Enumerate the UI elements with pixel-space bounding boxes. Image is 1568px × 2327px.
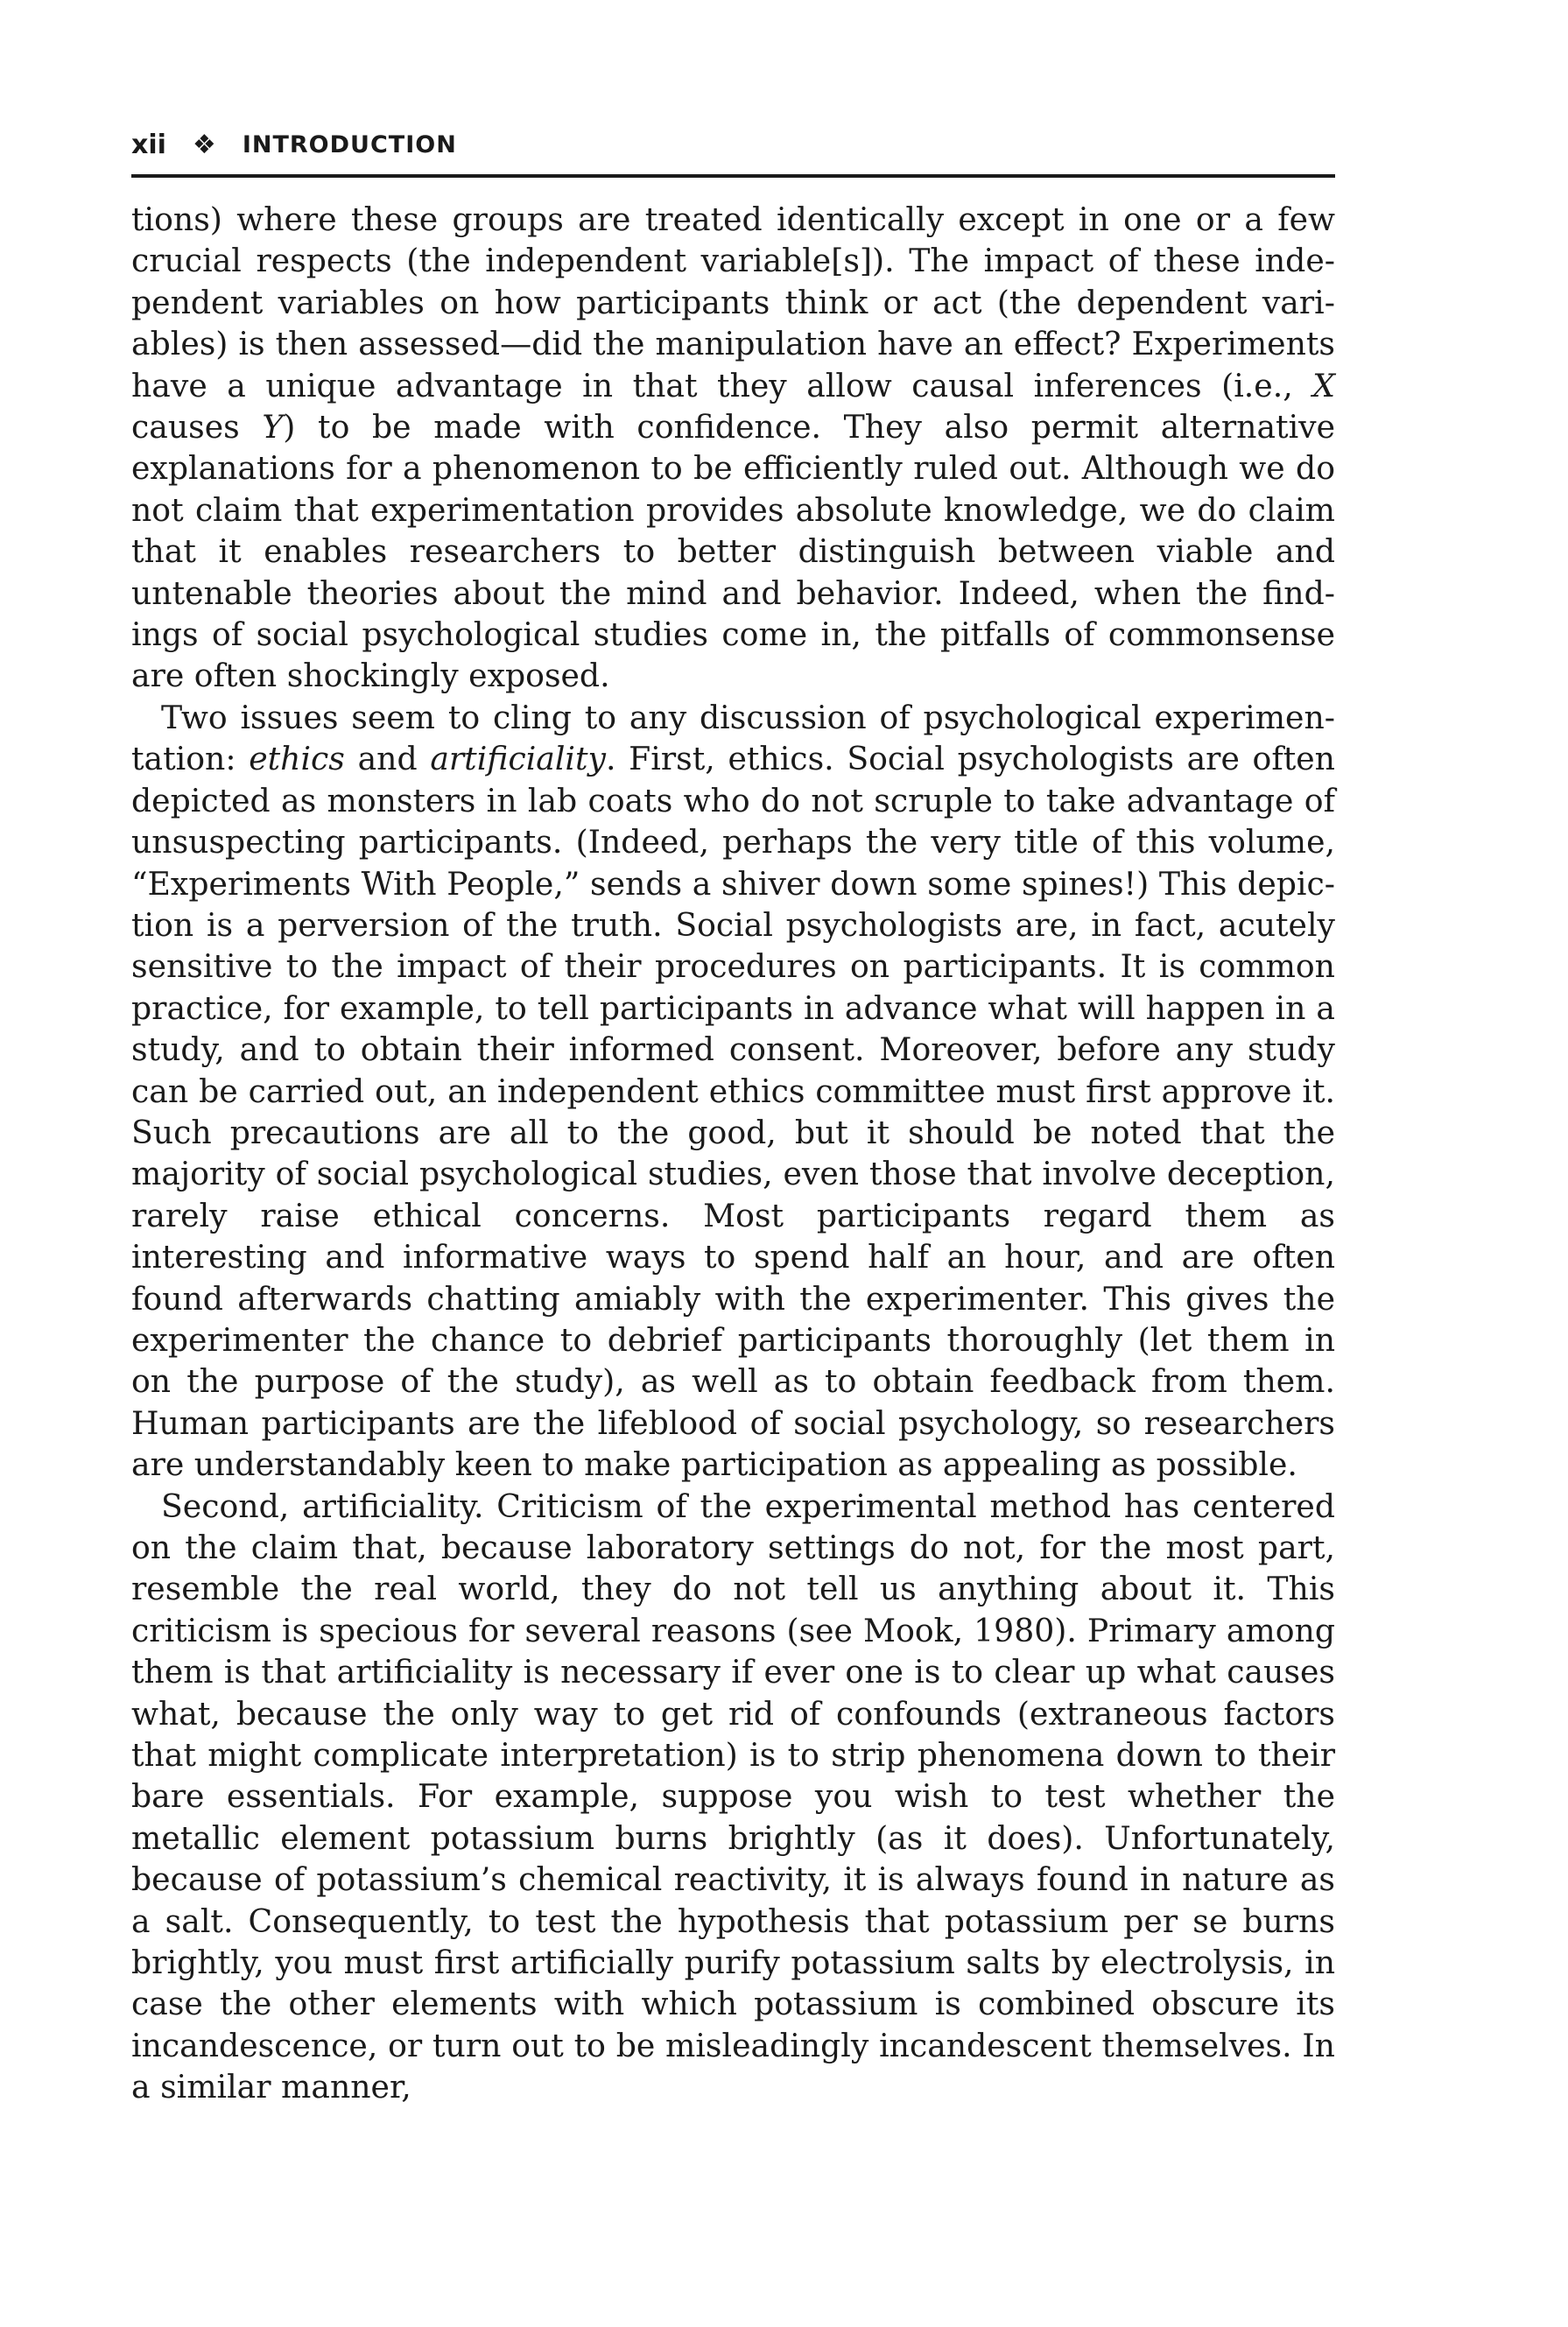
paragraph-text: Second, artificiality. Criticism of the experimental method has centered on the claim that, because laboratory settings do not, for the most part, resemble the real world, they do not tell us anything about it. This criticism is specious for several reasons (see Mook, 1980). Primary among them is that artificiality is necessary if ever one is to clear up what causes what, because the only way to get rid of confounds (extraneous factors that might complicate interpretation) is to strip phenomena down to their bare essentials. For example, suppose you wish to test whether the metallic element potassium burns brightly (as it does). Unfortunately, because of potassium’s chemical reactivity, it is always found in nature as a salt. Consequently, to test the hypothesis that potassium per se burns brightly, you must first artificially purify potassium salts by electrolysis, in case the other elements with which potassium is combined obscure its incandescence, or turn out to be misleadingly incandescent themselves. In a similar manner, (131, 1487, 1335, 2106)
italic-text: ethics (249, 740, 345, 778)
paragraph (131, 697, 1335, 1486)
ornament-icon: ❖ (192, 129, 216, 160)
book-page (131, 118, 1335, 2108)
paragraph-text: and (344, 740, 431, 778)
running-header (131, 118, 1335, 171)
paragraph-text: tions) where these groups are treated identically except in one or a few crucial respects (the independent variable[s]). The impact of these independent variables on how participants think or act (the dependent variables) is then assessed—did the manipulation have an effect? Experiments have a unique advantage in that they allow causal inferences (i.e., (131, 200, 1335, 404)
paragraph-text: ) to be made with confidence. They also permit alternative explanations for a phenomenon to be efficiently ruled out. Although we do not claim that experimentation provides absolute knowledge, we do claim that it enables researchers to better distinguish between viable and untenable theories about the mind and behavior. Indeed, when the findings of social psychological studies come in, the pitfalls of commonsense are often shockingly exposed. (131, 408, 1335, 695)
paragraph (131, 1486, 1335, 2108)
paragraph-text: Two issues seem to cling to any discussion of psychological experimentation: (131, 698, 1335, 778)
paragraph-text: . First, ethics. Social psychologists are often depicted as monsters in lab coats who do not scruple to take advantage of unsuspecting participants. (Indeed, perhaps the very title of this volume, “Experiments With People,” sends a shiver down some spines!) This depiction is a perversion of the truth. Social psychologists are, in fact, acutely sensitive to the impact of their procedures on participants. It is common practice, for example, to tell participants in advance what will happen in a study, and to obtain their informed consent. Moreover, before any study can be carried out, an independent ethics committee must first approve it. Such precautions are all to the good, but it should be noted that the majority of social psychological studies, even those that involve deception, rarely raise ethical concerns. Most participants regard them as interesting and informative ways to spend half an hour, and are often found afterwards chatting amiably with the experimenter. This gives the experimenter the chance to debrief participants thoroughly (let them in on the purpose of the study), as well as to obtain feedback from them. Human participants are the lifeblood of social psychology, so researchers are understandably keen to make participation as appealing as possible. (131, 740, 1335, 1484)
paragraph-text: causes (131, 408, 263, 446)
italic-text: X (1312, 366, 1335, 404)
italic-text: Y (262, 408, 284, 446)
paragraph (131, 199, 1335, 697)
body-text (131, 199, 1335, 2108)
header-rule (131, 174, 1335, 178)
page-number: xii (131, 129, 166, 160)
section-title: INTRODUCTION (242, 130, 457, 158)
italic-text: artificiality (430, 740, 606, 778)
